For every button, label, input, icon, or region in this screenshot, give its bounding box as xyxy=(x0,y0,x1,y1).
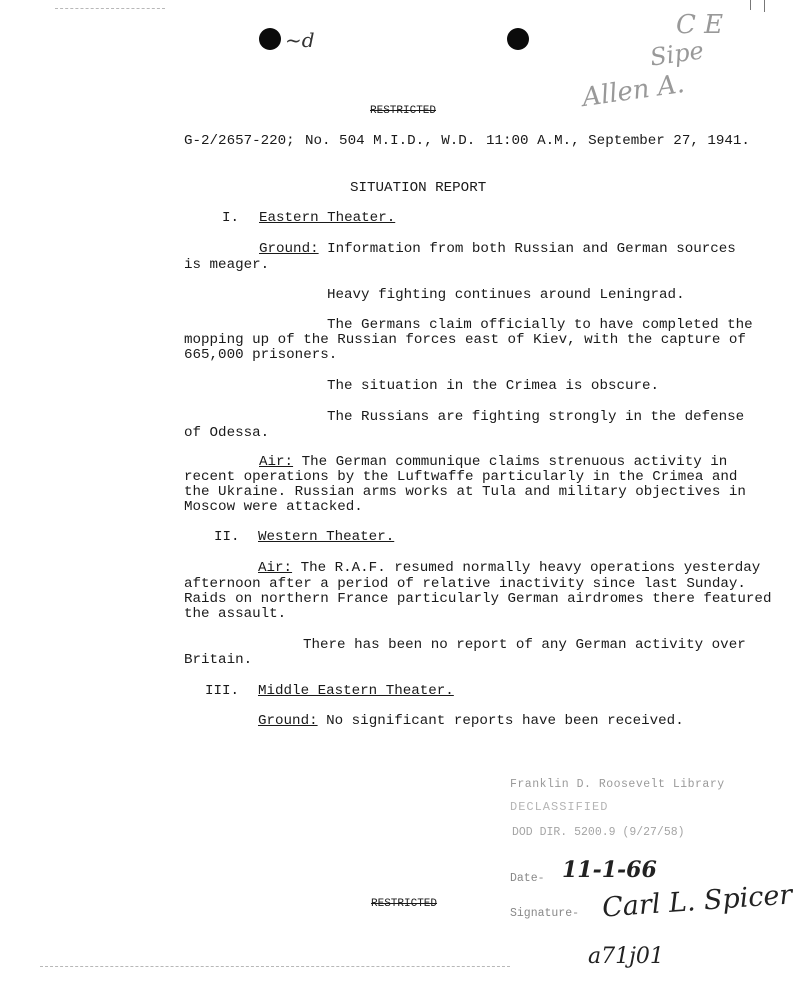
section-1-paragraph-2: Heavy fighting continues around Leningrad. xyxy=(327,287,685,303)
stamp-line-2: DECLASSIFIED xyxy=(510,800,609,814)
section-2-air-line-4: the assault. xyxy=(184,606,287,622)
classification-bottom: RESTRICTED xyxy=(371,898,438,910)
section-1-air-line-3: the Ukraine. Russian arms works at Tula and military objectives in xyxy=(184,484,746,500)
handwritten-mark: ~d xyxy=(285,28,315,52)
air-text: The German communique claims strenuous activity in xyxy=(293,454,728,470)
section-2-paragraph-2-line-1: There has been no report of any German activity over xyxy=(303,637,746,653)
file-reference: G-2/2657-220; xyxy=(184,133,295,149)
handwritten-note-3: Allen A. xyxy=(580,68,687,114)
section-1-paragraph-3-line-2: mopping up of the Russian forces east of Kiev, with the capture of xyxy=(184,332,746,348)
handwritten-note-1: C E xyxy=(676,10,724,40)
section-2-air-line-1 xyxy=(258,561,760,577)
section-3-heading: Middle Eastern Theater. xyxy=(258,683,454,699)
section-2-air-line-2: afternoon after a period of relative inactivity since last Sunday. xyxy=(184,576,746,592)
stamp-line-1: Franklin D. Roosevelt Library xyxy=(510,778,725,791)
punch-hole-right xyxy=(507,28,529,50)
report-datetime: 11:00 A.M., September 27, 1941. xyxy=(486,133,750,149)
ground-text: Information from both Russian and German sources xyxy=(318,241,736,257)
section-2-paragraph-2-line-2: Britain. xyxy=(184,652,253,668)
air-label: Air: xyxy=(258,560,293,576)
section-3-numeral: III. xyxy=(205,683,240,699)
scan-edge-right-2 xyxy=(750,0,751,10)
ground-label: Ground: xyxy=(258,713,318,729)
handwritten-note-2: Sipe xyxy=(648,36,706,72)
section-1-air-line-2: recent operations by the Luftwaffe particularly in the Crimea and xyxy=(184,469,738,485)
air-text: The R.A.F. resumed normally heavy operations yesterday xyxy=(292,560,761,576)
section-1-numeral: I. xyxy=(222,210,240,226)
section-2-heading: Western Theater. xyxy=(258,529,395,545)
scan-edge-bottom xyxy=(40,966,510,967)
report-number: No. 504 M.I.D., W.D. xyxy=(305,133,476,149)
section-3-ground-line xyxy=(258,714,684,730)
section-1-paragraph-3-line-1: The Germans claim officially to have completed the xyxy=(327,317,753,333)
section-1-paragraph-4: The situation in the Crimea is obscure. xyxy=(327,378,660,394)
ground-text: No significant reports have been received. xyxy=(317,713,684,729)
document-title: SITUATION REPORT xyxy=(350,180,487,196)
stamp-date-value: 11-1-66 xyxy=(562,857,657,883)
section-1-paragraph-5-line-2: of Odessa. xyxy=(184,425,270,441)
section-1-air-line-4: Moscow were attacked. xyxy=(184,499,363,515)
stamp-line-3: DOD DIR. 5200.9 (9/27/58) xyxy=(512,826,685,839)
section-1-paragraph-5-line-1: The Russians are fighting strongly in the defense xyxy=(327,409,745,425)
scan-edge-right xyxy=(764,0,765,12)
section-1-ground-line-2: is meager. xyxy=(184,257,270,273)
section-2-air-line-3: Raids on northern France particularly German airdromes there featured xyxy=(184,591,772,607)
section-2-numeral: II. xyxy=(214,529,240,545)
stamp-signature-label: Signature- xyxy=(510,907,580,920)
section-1-ground-line-1 xyxy=(259,242,736,258)
ground-label: Ground: xyxy=(259,241,319,257)
section-1-paragraph-3-line-3: 665,000 prisoners. xyxy=(184,347,338,363)
air-label: Air: xyxy=(259,454,294,470)
scan-edge-top xyxy=(55,8,165,9)
classification-top: RESTRICTED xyxy=(370,105,437,117)
punch-hole-left xyxy=(259,28,281,50)
handwritten-page-number: a71j01 xyxy=(588,944,664,969)
stamp-signature: Carl L. Spicer xyxy=(601,879,793,924)
section-1-heading: Eastern Theater. xyxy=(259,210,396,226)
stamp-date-label: Date- xyxy=(510,872,545,885)
